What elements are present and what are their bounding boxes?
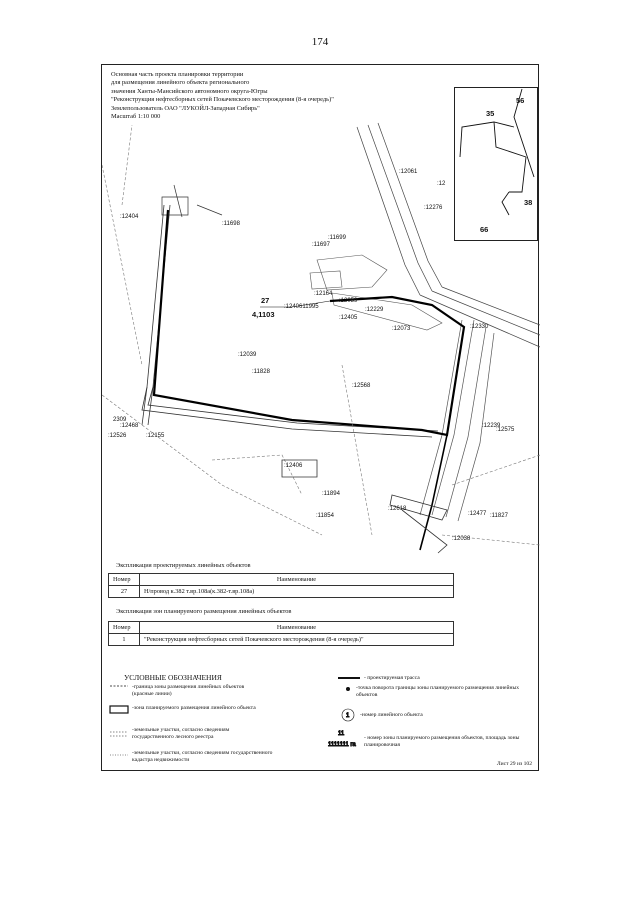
label-12038: :12038 [452, 536, 471, 542]
page-number: 174 [311, 36, 329, 48]
svg-text:1111111 га: 1111111 га [328, 742, 356, 748]
legend-zone: -зона планируемого размещения линейного объекта [132, 705, 256, 711]
label-12: :12 [437, 181, 446, 187]
object-number-27: 27 [261, 296, 270, 305]
object-area: 4,1103 [252, 310, 275, 319]
label-1240611995: :1240611995 [284, 304, 319, 310]
label-12155: :12155 [146, 433, 165, 439]
label-12406: :12406 [284, 463, 303, 469]
label-12061: :12061 [399, 169, 418, 175]
label-12164: :12164 [314, 291, 333, 297]
inset-label-38: 38 [524, 198, 533, 207]
table-cell: 27 [109, 586, 140, 598]
label-12477: :12477 [468, 511, 487, 517]
legend-route: - проектируемая трасса [364, 675, 420, 681]
label-12618: :12618 [388, 506, 407, 512]
legend-turn-point: -точка поворота границы зоны планируемого размещения линейных объектов [356, 685, 520, 698]
table-cell: Н/провод к.382 т.вр.108а(к.382-т.вр.108а) [140, 586, 454, 598]
header-line: "Реконструкция нефтесборных сетей Покачевского месторождения (8-я очередь)" [111, 96, 334, 104]
explication-zones-caption: Экспликация зон планируемого размещения линейных объектов [116, 608, 292, 615]
legend-zone-symbol [110, 706, 128, 713]
table-row [109, 586, 454, 598]
label-12404: :12404 [120, 214, 139, 220]
explication-zones-table [108, 621, 454, 646]
well-pad-north [162, 185, 222, 217]
legend-cadastre: -земельные участки, согласно сведениям государственного кадастра недвижимости [132, 750, 273, 763]
label-12239: :12239 [482, 423, 501, 429]
legend-object-number: -номер линейного объекта [360, 712, 423, 718]
explication-objects-caption: Экспликация проектируемых линейных объектов [116, 562, 251, 569]
legend-zone-number: - номер зоны планируемого размещения объектов, площадь зоны планировочная [364, 735, 520, 748]
inset-label-35: 35 [486, 109, 495, 118]
inset-map [454, 87, 538, 241]
svg-text:11: 11 [338, 731, 345, 737]
map-header [111, 71, 334, 121]
table-row [109, 634, 454, 646]
inset-label-56: 56 [516, 96, 525, 105]
header-line: Землепользователь ОАО "ЛУКОЙЛ-Западная Сибирь" [111, 104, 260, 112]
project-route-branch [420, 435, 447, 550]
label-11828: :11828 [252, 369, 270, 375]
svg-text:1: 1 [346, 713, 350, 719]
header-line: значения Ханты-Мансийского автономного округа-Югры [111, 87, 268, 95]
legend-forest-symbol [110, 732, 128, 736]
header-line: для размещения линейного объекта регионального [111, 79, 250, 87]
label-11697: :11697 [312, 242, 330, 248]
label-12330: :12330 [470, 324, 489, 330]
table-header: Номер [109, 622, 140, 634]
label-12405: :12405 [339, 315, 358, 321]
label-12575: :12575 [496, 427, 515, 433]
inset-label-66: 66 [480, 225, 489, 234]
label-2309: 2309 [113, 417, 127, 423]
label-11854: :11854 [316, 513, 334, 519]
map-sheet [101, 64, 539, 771]
label-12059: :12059 [339, 298, 358, 304]
label-12568: :12568 [352, 383, 371, 389]
header-line: Масштаб 1:10 000 [111, 113, 161, 121]
legend-boundary: -граница зоны размещения линейных объектов (красные линии) [132, 684, 245, 697]
explication-objects-table [108, 573, 454, 598]
legend-turn-point-symbol [346, 687, 350, 691]
legend-title: УСЛОВНЫЕ ОБОЗНАЧЕНИЯ [124, 673, 222, 682]
label-11698: :11698 [222, 221, 240, 227]
table-cell: 1 [109, 634, 140, 646]
table-header: Номер [109, 574, 140, 586]
label-12229: :12229 [365, 307, 384, 313]
table-cell: "Реконструкция нефтесборных сетей Покачевского месторождения (8-я очередь)" [140, 634, 454, 646]
label-12468: :12468 [120, 423, 139, 429]
label-11699: :11699 [328, 235, 346, 241]
label-12526: :12526 [108, 433, 127, 439]
pipeline-corridor [420, 320, 494, 521]
project-route [154, 210, 464, 435]
table-header: Наименование [140, 622, 454, 634]
sheet-footer: Лист 29 из 102 [496, 761, 532, 767]
table-header: Наименование [140, 574, 454, 586]
label-11827: :11827 [490, 513, 508, 519]
label-12276: :12276 [424, 205, 443, 211]
legend-forest: -земельные участки, согласно сведениям государственного лесного реестра [132, 727, 230, 740]
label-12073: :12073 [392, 326, 411, 332]
label-11894: :11894 [322, 491, 340, 497]
header-line: Основная часть проекта планировки территории [111, 71, 244, 78]
label-12039: :12039 [238, 352, 257, 358]
